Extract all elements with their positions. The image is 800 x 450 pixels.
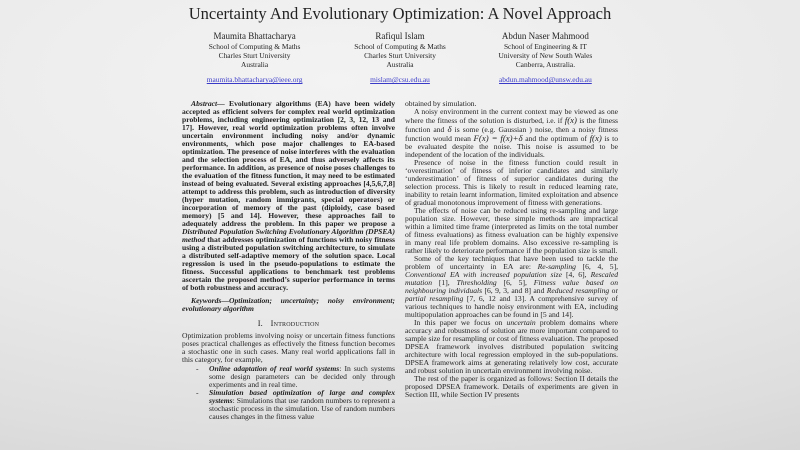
technique-name: Conventional EA with increased population size [405,270,562,280]
author-university: Charles Sturt University [364,50,436,60]
bullet-dash: - [196,364,199,374]
author-email-link[interactable]: mislam@csu.edu.au [370,75,430,85]
intro-bullet-list [182,365,395,421]
math-fx: f(x) [589,133,602,144]
bullet-text: : Simulations that use random numbers to represent a stochastic process in the simulation. Use of random numbers causes changes in the fitness value [209,396,395,422]
text-segment: [6, 5], [496,278,534,288]
paragraph-presence-of-noise: Presence of noise in the fitness function could result in ‘overestimation’ of fitness of inferior candidates and similarly ‘underestimation’ of fitness of superior candidates during the selection process. This is likely to result in reduced learning rate, inability to retain learnt information, limited exploitation and absence of gradual monotonous improvement of fitness with generations. [405,158,618,208]
author-department: School of Computing & Maths [208,42,301,51]
keywords-text: Optimization; uncertainty; noisy environment; evolutionary algorithm [182,296,395,314]
abstract-paragraph [182,100,395,292]
technique-name: Rescaled mutation [405,270,618,288]
section-title: Introduction [270,319,320,329]
paragraph-noisy-environment [405,108,618,159]
text-segment: [4, 6], [561,270,591,280]
intro-paragraph-1: Optimization problems involving noisy or uncertain fitness functions poses practical challenges as effectively the fitness function becomes a stochastic one in such cases. Many real world applications fall in this category, for example, [182,331,395,365]
paragraph-key-techniques [405,255,618,319]
technique-name: Reduced resampling [546,286,610,296]
author-location: Australia [386,59,414,69]
author-email-link[interactable]: maumita.bhattacharya@ieee.org [206,75,303,85]
section-heading-introduction [182,320,395,328]
bullet-lead: Online adaptation of real world systems [209,364,340,374]
paper-title: Uncertainty And Evolutionary Optimization: A Novel Approach [188,4,612,23]
section-number: I. [257,319,263,329]
author-card-2 [327,31,472,87]
author-name: Abdun Naser Mahmood [501,31,589,41]
text-segment: Some of the key techniques that have been used to tackle the problem of uncertainty in EA are: [405,254,618,272]
text-segment: Distributed Population Switching Evolutionary Algorithm (DPSEA) method [182,227,395,245]
technique-name: Fitness value based on neighbouring individuals [405,278,618,296]
text-segment: and the optimum of [522,134,590,144]
keywords-label: Keywords— [191,296,229,306]
text-segment: that addresses optimization of functions with noisy fitness using a distributed population switching architecture, to simulate a distributed self-adaptive memory of the solution space. Local regression is used in the pseudo-populations to estimate the fitness. Successful applications to benchmark test problems ascertain the proposed method’s superior performance in terms of both robustness and accuracy. [182,235,395,293]
author-department: School of Engineering & IT [503,42,587,51]
author-university: Charles Sturt University [218,50,291,60]
author-university: University of New South Wales [498,50,593,60]
technique-name: Thresholding [456,278,497,288]
text-segment: problem domains where accuracy and robustness of solution are more important compared to sample size for resampling or cost of fitness evaluation. The proposed DPSEA framework involves distributed population switcing architecture with local regression employed in the sub-populations. DPSEA framework aims at generating relatively low cost, accurate and robust solution in uncertain environment involving noise. [405,318,618,376]
bullet-item-online-adaptation [196,364,395,390]
text-segment: uncertain [506,318,536,328]
author-name: Maumita Bhattacharya [213,31,296,41]
author-card-1 [182,31,327,87]
paragraph-effects-of-noise: The effects of noise can be reduced using re-sampling and large population size. However, these simple methods are impractical within a limited time frame (interpreted as limits on the total number of fitness evaluations) as fitness evaluation can be highly expensive in many real life problem domains. Also excessive re-sampling is rather likely to deteriorate performance if the population size is small. [405,206,618,256]
paragraph-obtained-by-simulation: obtained by simulation. [405,99,477,109]
right-column [405,100,618,421]
bullet-dash: - [196,388,199,398]
text-segment: [6, 4, 5], [575,262,618,272]
author-block [182,31,618,87]
technique-name: partial resampling [405,294,464,304]
author-location: Australia [241,59,269,69]
text-segment: Evolutionary algorithms (EA) have been widely accepted as efficient solvers for complex real world optimization problems, including engineering optimization [2, 3, 12, 13 and 17]. However, real world optimization problems often involve uncertain environment including noisy and/or dynamic environments, which pose major challenges to EA-based optimization. The presence of noise interferes with the evaluation and the selection process of EA, and thus adversely affects its performance. In addition, as presence of noise poses challenges to the evaluation of the fitness function, it may need to be estimated instead of being evaluated. Several existing approaches [4,5,6,7,8] attempt to address this problem, such as introduction of diversity (hyper mutation, random immigrants, special operators) or incorporation of memory of the past (diploidy, case based memory) [5 and 14]. However, these approaches fail to adequately address the problem. In this paper we propose a [182,99,395,229]
technique-name: Re-sampling [537,262,576,272]
author-location: Canberra, Australia. [515,59,576,69]
left-column [182,100,395,421]
keywords-line [182,297,395,313]
text-segment: is some (e.g. Gaussian ) noise, then a noisy fitness function would mean [405,125,618,144]
text-segment: [7, 6, 12 and 13]. A comprehensive survey of various techniques to handle noisy environment with EA, including multipopulation approaches can be found in [5 and 14]. [405,294,618,320]
abstract-label: Abstract— [191,99,225,109]
text-segment: In this paper we focus on [414,318,507,328]
author-department: School of Computing & Maths [354,42,446,51]
paragraph-paper-organization: The rest of the paper is organized as follows: Section II details the proposed DPSEA framework. Details of experiments are given in Section III, while Section IV presents [405,374,618,400]
paragraph-paper-focus [405,319,618,375]
author-name: Rafiqul Islam [375,31,425,41]
text-segment: is to be evaluated despite the noise. This noise is assumed to be independent of the location of the individuals. [405,134,618,160]
math-noisy-fitness-equation: F(x) = f(x)+δ [473,133,523,144]
text-segment: or [609,286,618,296]
text-segment: is the fitness function and [405,116,618,135]
paper-page [182,0,618,450]
text-segment: A noisy environment in the current context may be viewed as one where the fitness of the solution is disturbed, i.e. if [405,107,618,126]
author-card-3 [473,31,618,87]
math-fx: f(x) [564,115,577,126]
bullet-lead: Simulation based optimization of large and complex systems [209,388,395,406]
author-email-link[interactable]: abdun.mahmood@unsw.edu.au [499,75,592,85]
two-column-body [182,100,618,421]
bullet-item-simulation-optimization [196,388,395,422]
bullet-text: : In such systems some design parameters can be decided only through experiments and in real time. [209,364,395,390]
text-segment: [1], [432,278,457,288]
text-segment: [6, 9, 3, and 8] and [482,286,547,296]
math-delta: δ [447,124,452,135]
